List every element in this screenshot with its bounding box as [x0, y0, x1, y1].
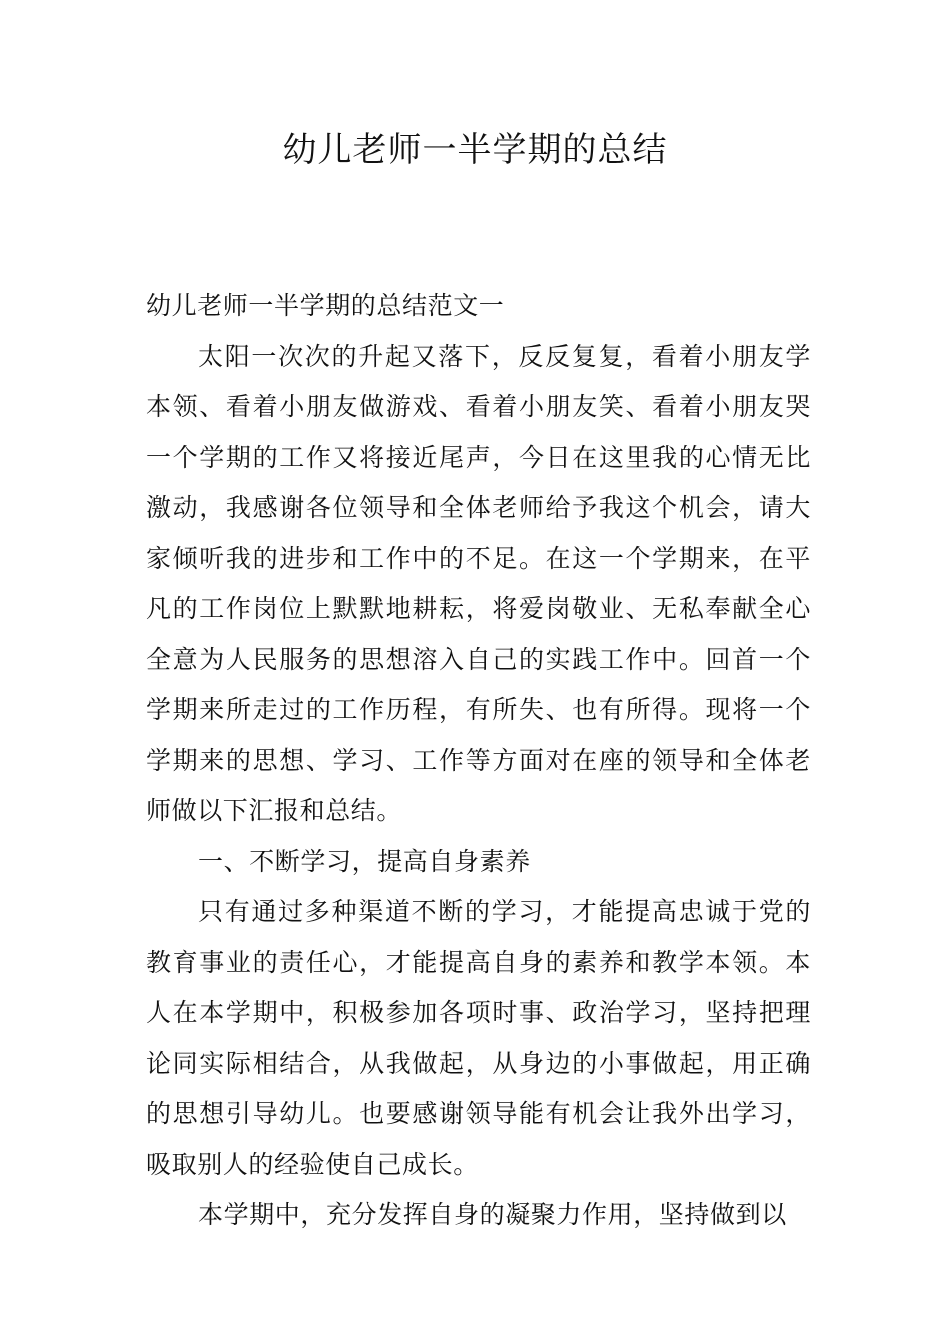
paragraph-study: 只有通过多种渠道不断的学习，才能提高忠诚于党的教育事业的责任心，才能提高自身的素养和教学本领。本人在本学期中，积极参加各项时事、政治学习，坚持把理论同实际相结合，从我做起，从身边的小事做起，用正确的思想引导幼儿。也要感谢领导能有机会让我外出学习，吸取别人的经验使自己成长。: [146, 897, 811, 1179]
document-body: [146, 281, 811, 1241]
document-subtitle: 幼儿老师一半学期的总结范文一: [146, 291, 505, 320]
paragraph-semester: 本学期中，充分发挥自身的凝聚力作用，坚持做到以: [198, 1200, 787, 1229]
section-heading-1: 一、不断学习，提高自身素养: [198, 846, 531, 876]
document-title: 幼儿老师一半学期的总结: [282, 130, 668, 170]
paragraph-intro: 太阳一次次的升起又落下，反反复复，看着小朋友学本领、看着小朋友做游戏、看着小朋友笑、看着小朋友哭一个学期的工作又将接近尾声，今日在这里我的心情无比激动，我感谢各位领导和全体老师给予我这个机会，请大家倾听我的进步和工作中的不足。在这一个学期来，在平凡的工作岗位上默默地耕耘，将爱岗敬业、无私奉献全心全意为人民服务的思想溶入自己的实践工作中。回首一个学期来所走过的工作历程，有所失、也有所得。现将一个学期来的思想、学习、工作等方面对在座的领导和全体老师做以下汇报和总结。: [146, 341, 811, 825]
